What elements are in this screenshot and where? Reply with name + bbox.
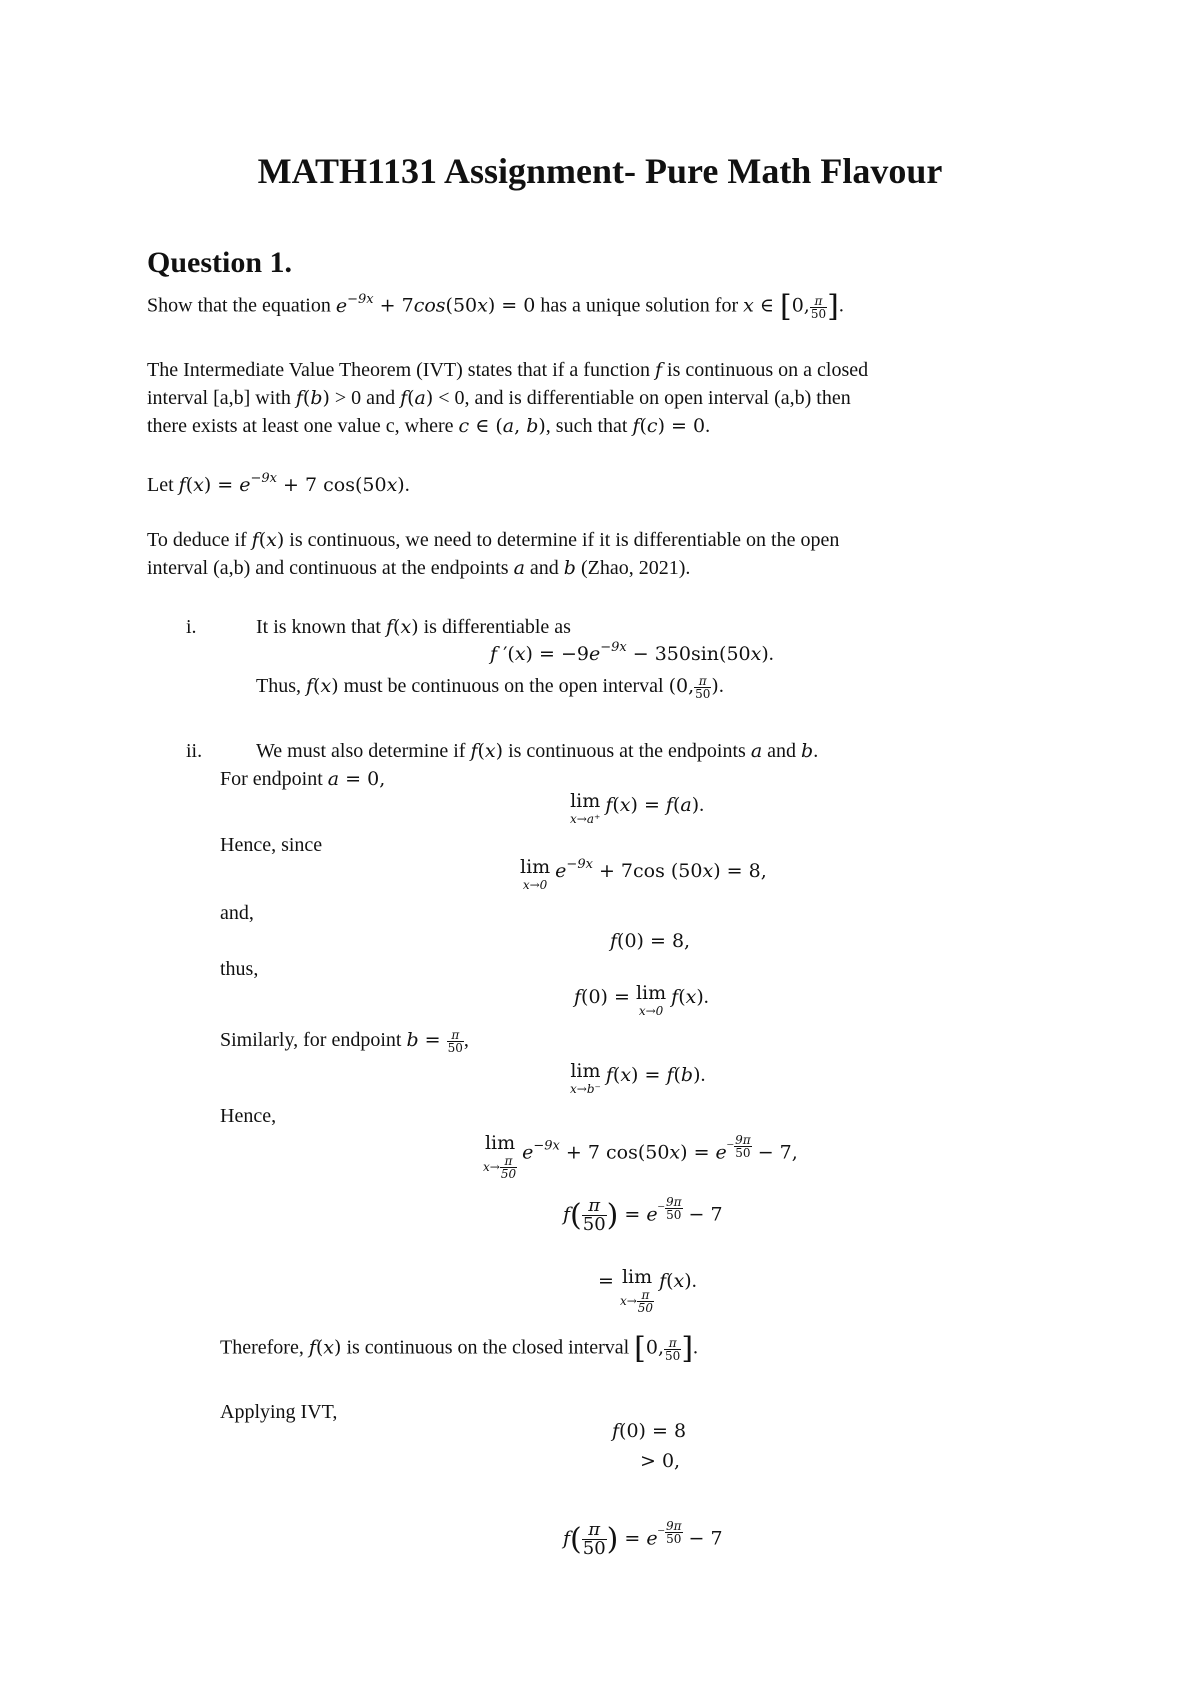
item-i-line-1: It is known that f(x) is differentiable as [256,616,571,638]
f-pi-over-50-eq-2: f( $\frac{\pi}{50}$ ) = $e^{- \frac{9\pi}{50}}$ − 7 [563,1519,723,1560]
deduce-line-2: interval (a,b) and continuous at the endpoints a and b (Zhao, 2021). [147,557,691,579]
f-pi-over-50-eq: f( $\frac{\pi}{50}$ ) = $e^{- \frac{9\pi}{50}}$ − 7 [563,1195,723,1236]
thus-label: thus, [220,958,259,980]
applying-ivt-label: Applying IVT, [220,1401,338,1423]
question-heading: Question 1. [147,246,293,279]
item-i-marker: i. [186,616,197,638]
f0-value: f(0) = 8 [612,1420,687,1442]
hence-since-label: Hence, since [220,834,323,856]
ivt-line-2: interval [a,b] with f(b) > 0 and f(a) < 0, and is differentiable on open interval (a,b) then [147,387,851,409]
and-label: and, [220,902,254,924]
ivt-line-1: The Intermediate Value Theorem (IVT) states that if a function f is continuous on a closed [147,359,869,381]
question-statement: Show that the equation $e^{-9x} + 7\cos(50x) = 0$ has a unique solution for x ∈ [0, $\frac{\pi}{50}$ ]. [147,289,844,324]
limit-eq-4: lim x→ $\frac{\pi}{50}$ $e^{-9x} + 7$ $\cos(50x) = e^{- \frac{9\pi}{50}}$ − 7, [483,1132,798,1181]
therefore-line: Therefore, f(x) is continuous on the closed interval [0, $\frac{\pi}{50}$ ]. [220,1331,699,1366]
ivt-line-3: there exists at least one value c, where c ∈ (a, b), such that f(c) = 0. [147,415,711,437]
item-ii-line-1: We must also determine if f(x) is continuous at the endpoints a and b. [256,740,819,762]
endpoint-b-line: Similarly, for endpoint b = $\frac{\pi}{50}$ , [220,1027,469,1055]
limit-eq-1: lim x→a⁺ f(x) = f(a). [570,790,705,826]
limit-eq-3: lim x→b⁻ f(x) = f(b). [570,1060,706,1096]
limit-eq-2: lim x→0 $e^{-9x} + 7\cos$ (50x) = 8, [520,856,767,892]
page-title: MATH1131 Assignment- Pure Math Flavour [257,151,943,191]
f0-limit-eq: f(0) = lim x→0 f(x). [574,982,709,1018]
hence-label: Hence, [220,1105,277,1127]
derivative-equation: f $'(x) = -9e^{-9x} - 350\sin(50x)$. [490,640,774,665]
f0-eq: f(0) = 8, [610,930,691,952]
endpoint-a-line: For endpoint a = 0, [220,768,386,790]
limit-eq-5: = lim x→ $\frac{\pi}{50}$ f(x). [598,1266,697,1315]
definition-line: Let $f(x) = e^{-9x} + 7$ cos(50x). [147,471,410,496]
greater-than-zero: > 0, [640,1450,681,1472]
item-ii-marker: ii. [186,740,203,762]
deduce-line-1: To deduce if f(x) is continuous, we need to determine if it is differentiable on the open [147,529,840,551]
item-i-line-3: Thus, f(x) must be continuous on the open interval (0, $\frac{\pi}{50}$ ). [256,673,724,701]
